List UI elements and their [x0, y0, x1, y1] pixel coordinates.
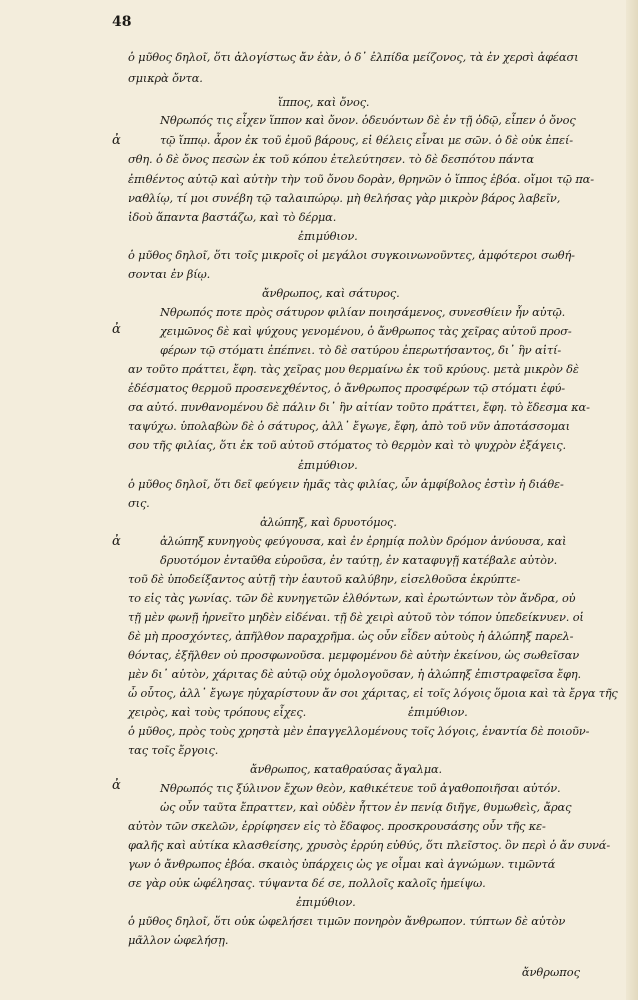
text-line: ἐδέσματος θερμοῦ προσενεχθέντος, ὁ ἄνθρωπος προσφέρων τῷ στόματι ἐφύ- [128, 381, 565, 395]
text-line: σε γὰρ οὐκ ὠφέλησας. τύψαντα δέ σε, πολλοῖς καλοῖς ἠμείψω. [128, 876, 486, 890]
text-line: αν τοῦτο πράττει, ἔφη. τὰς χεῖρας μου θερμαίνω ἐκ τοῦ κρύους. μετὰ μικρὸν δὲ [128, 362, 579, 376]
fable-title: ἵππος, καὶ ὄνος. [278, 95, 370, 109]
text-line: ὁ μῦθος δηλοῖ, ὅτι δεῖ φεύγειν ἡμᾶς τὰς φιλίας, ὧν ἀμφίβολος ἐστὶν ἡ διάθε- [128, 477, 564, 491]
fable-title: ἄνθρωπος, καὶ σάτυρος. [262, 286, 400, 300]
epimythion-heading: ἐπιμύθιον. [298, 229, 358, 243]
page-edge [626, 0, 638, 1000]
text-line: αὐτὸν τῶν σκελῶν, ἐρρίφησεν εἰς τὸ ἔδαφος. προσκρουσάσης οὖν τῆς κε- [128, 819, 546, 833]
text-line: χειμῶνος δὲ καὶ ψύχους γενομένου, ὁ ἄνθρωπος τὰς χεῖρας αὐτοῦ προσ- [160, 324, 572, 338]
text-line: ὦ οὗτος, ἀλλ᾿ ἔγωγε ηὐχαρίστουν ἄν σοι χάριτας, εἰ τοῖς λόγοις ὅμοια καὶ τὰ ἔργα τῆς [128, 686, 618, 700]
page-number: 48 [112, 14, 132, 30]
epimythion-heading: ἐπιμύθιον. [296, 895, 356, 909]
text-line: γων ὁ ἄνθρωπος ἐβόα. σκαιὸς ὑπάρχεις ὡς γε οἶμαι καὶ ἀγνώμων. τιμῶντά [128, 857, 556, 871]
text-line: σις. [128, 496, 150, 510]
fable-title: ἄνθρωπος, καταθραύσας ἄγαλμα. [250, 762, 442, 776]
catchword: ἄνθρωπος [521, 965, 580, 979]
margin-mark: ἀ [112, 322, 121, 337]
text-line: ὡς οὖν ταῦτα ἔπραττεν, καὶ οὐδὲν ἦττον ἐν πενίᾳ διῆγε, θυμωθεὶς, ἄρας [160, 800, 572, 814]
text-line: ὁ μῦθος δηλοῖ, ὅτι ἀλογίστως ἄν ἐὰν, ὁ δ᾿ ἐλπίδα μείζονος, τὰ ἐν χερσὶ ἀφέασι [128, 50, 579, 64]
text-line: Νθρωπός τις ξύλινον ἔχων θεὸν, καθικέτευε τοῦ ἀγαθοποιῆσαι αὐτόν. [160, 781, 561, 795]
text-line: μᾶλλον ὠφελήσῃ. [128, 933, 229, 947]
text-line: Νθρωπός ποτε πρὸς σάτυρον φιλίαν ποιησάμενος, συνεσθίειν ἦν αὐτῷ. [160, 305, 566, 319]
text-line: ἀλώπηξ κυνηγοὺς φεύγουσα, καὶ ἐν ἐρημίᾳ πολὺν δρόμον ἀνύουσα, καὶ [160, 534, 567, 548]
text-line: ἐπιθέντος αὐτῷ καὶ αὐτὴν τὴν τοῦ ὄνου δορὰν, θρηνῶν ὁ ἵππος ἐβόα. οἴμοι τῷ πα- [128, 172, 594, 186]
text-line: τῇ μὲν φωνῇ ἠρνεῖτο μηδὲν εἰδέναι. τῇ δὲ χειρὶ αὐτοῦ τὸν τόπον ὑπεδείκνυεν. οἱ [128, 610, 584, 624]
margin-mark: ἀ [112, 133, 121, 148]
text-line: το εἰς τὰς γωνίας. τῶν δὲ κυνηγετῶν ἐλθόντων, καὶ ἐρωτώντων τὸν ἄνδρα, οὐ [128, 591, 576, 605]
text-line: δρυοτόμον ἐνταῦθα εὑροῦσα, ἐν ταύτῃ, ἐν καταφυγῇ κατέβαλε αὐτὸν. [160, 553, 558, 567]
text-line: τας τοῖς ἔργοις. [128, 743, 219, 757]
text-line: θόντας, ἐξῆλθεν οὐ προσφωνοῦσα. μεμφομένου δὲ αὐτὴν ἐκείνου, ὡς σωθεῖσαν [128, 648, 580, 662]
text-line: ταψύχω. ὑπολαβὼν δὲ ὁ σάτυρος, ἀλλ᾿ ἔγωγε, ἔφη, ἀπὸ τοῦ νῦν ἀποτάσσομαι [128, 419, 570, 433]
margin-mark: ἀ [112, 534, 121, 549]
text-line: Νθρωπός τις εἶχεν ἵππον καὶ ὄνον. ὁδευόντων δὲ ἐν τῇ ὁδῷ, εἶπεν ὁ ὄνος [160, 113, 576, 127]
epimythion-heading: ἐπιμύθιον. [408, 705, 468, 719]
text-line: σα αὐτό. πυνθανομένου δὲ πάλιν δι᾿ ἣν αἰτίαν τοῦτο πράττει, ἔφη. τὸ ἔδεσμα κα- [128, 400, 590, 414]
text-line: σθη. ὁ δὲ ὄνος πεσὼν ἐκ τοῦ κόπου ἐτελεύτησεν. τὸ δὲ δεσπότου πάντα [128, 152, 534, 166]
text-line: δὲ μὴ προσχόντες, ἀπῆλθον παραχρῆμα. ὡς οὖν εἶδεν αὐτοὺς ἡ ἀλώπηξ παρελ- [128, 629, 574, 643]
text-line: ναθλίῳ, τί μοι συνέβη τῷ ταλαιπώρῳ. μὴ θελήσας γὰρ μικρὸν βάρος λαβεῖν, [128, 191, 561, 205]
text-line: μὲν δι᾿ αὐτὸν, χάριτας δὲ αὐτῷ οὐχ ὁμολογοῦσαν, ἡ ἀλώπηξ ἐπιστραφεῖσα ἔφη. [128, 667, 581, 681]
margin-mark: ἀ [112, 778, 121, 793]
text-line: ὁ μῦθος δηλοῖ, ὅτι οὐκ ὠφελήσει τιμῶν πονηρὸν ἄνθρωπον. τύπτων δὲ αὐτὸν [128, 914, 566, 928]
text-line: φαλῆς καὶ αὐτίκα κλασθείσης, χρυσὸς ἐρρύη εὐθύς, ὅτι πλεῖστος. ὃν περὶ ὁ ἄν συνά- [128, 838, 611, 852]
text-line: χειρὸς, καὶ τοὺς τρόπους εἶχες. [128, 705, 307, 719]
text-line: φέρων τῷ στόματι ἐπέπνει. τὸ δὲ σατύρου ἐπερωτήσαντος, δι᾿ ἣν αἰτί- [160, 343, 562, 357]
text-line: ὁ μῦθος δηλοῖ, ὅτι τοῖς μικροῖς οἱ μεγάλοι συγκοινωνοῦντες, ἀμφότεροι σωθή- [128, 248, 575, 262]
text-line: σονται ἐν βίῳ. [128, 267, 211, 281]
text-line: σμικρὰ ὄντα. [128, 71, 203, 85]
text-line: τοῦ δὲ ὑποδείξαντος αὐτῇ τὴν ἑαυτοῦ καλύβην, εἰσελθοῦσα ἐκρύπτε- [128, 572, 521, 586]
fable-title: ἀλώπηξ, καὶ δρυοτόμος. [260, 515, 397, 529]
epimythion-heading: ἐπιμύθιον. [298, 458, 358, 472]
text-line: σου τῆς φιλίας, ὅτι ἐκ τοῦ αὐτοῦ στόματος τὸ θερμὸν καὶ τὸ ψυχρὸν ἐξάγεις. [128, 438, 566, 452]
text-line: ὁ μῦθος, πρὸς τοὺς χρηστὰ μὲν ἐπαγγελλομένους τοῖς λόγοις, ἐναντία δὲ ποιοῦν- [128, 724, 590, 738]
text-line: ἰδοὺ ἅπαντα βαστάζω, καὶ τὸ δέρμα. [128, 210, 337, 224]
text-line: τῷ ἵππῳ. ἆρον ἐκ τοῦ ἐμοῦ βάρους, εἰ θέλεις εἶναι με σῶν. ὁ δὲ οὐκ ἐπεί- [160, 133, 573, 147]
